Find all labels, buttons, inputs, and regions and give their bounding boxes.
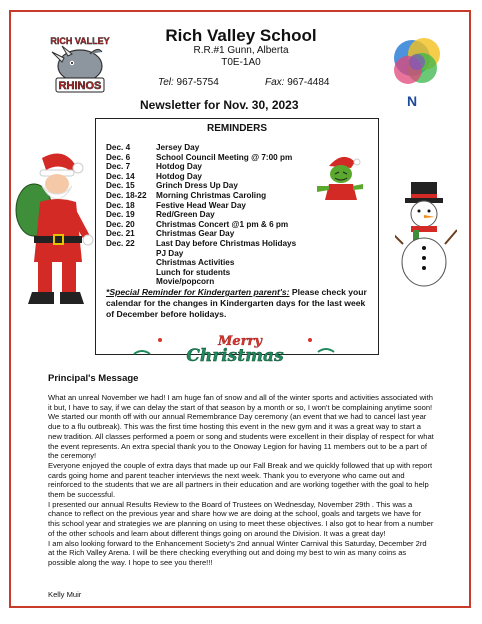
newsletter-title: Newsletter for Nov. 30, 2023 [140, 98, 299, 112]
reminder-date [106, 268, 156, 278]
division-n-logo [392, 36, 446, 112]
reminder-event: Festive Head Wear Day [156, 200, 246, 210]
reminder-date [106, 258, 156, 268]
reminder-date [106, 249, 156, 259]
tel-value: 967-5754 [176, 77, 219, 88]
reminder-item [106, 143, 296, 153]
message-paragraph: What an unreal November we had! I am huge fan of snow and all of the winter sports and activities associated with it but, I have to say, if we can delay the start of that season by a month or so, I won't be complaining anytime soon! We started our month off with our annual Remembrance Day ceremony (an event that we had to cancel last year due to a flu outbreak). This was the first time hosting this event in the new gym and it was a great way to start a new tradition. All classes performed a poem or song and students were excellent in their display of respect for what the event represents. An extra special thank you to the Onoway Legion for having 11 members out to be a part of the ceremony! [48, 393, 434, 461]
reminder-item [106, 220, 296, 230]
reminder-event: Grinch Dress Up Day [156, 181, 238, 191]
reminder-body: Please check your calendar for the changes in Kindergarten days for the last week of December before holidays. [106, 287, 367, 319]
reminder-event: Christmas Activities [156, 258, 235, 268]
principal-message [48, 393, 434, 568]
reminder-date: Dec. 7 [106, 162, 131, 172]
reminder-item [106, 201, 296, 211]
n-logo-text: N [406, 93, 418, 109]
tel-label: Tel: [158, 77, 174, 88]
reminder-item [106, 268, 296, 278]
reminder-event: Christmas Gear Day [156, 229, 235, 239]
reminder-date: Dec. 18 [106, 200, 135, 210]
reminder-date: Dec. 20 [106, 219, 135, 229]
reminders-list [106, 143, 296, 287]
reminder-item [106, 210, 296, 220]
reminder-event: PJ Day [156, 248, 184, 258]
reminder-event: Morning Christmas Caroling [156, 190, 267, 200]
reminder-date: Dec. 15 [106, 181, 135, 191]
banner-line-1: Merry [218, 334, 262, 349]
reminder-event: Red/Green Day [156, 210, 215, 220]
reminder-item [106, 191, 296, 201]
reminder-item [106, 162, 296, 172]
message-paragraph: I presented our annual Results Review to the Board of Trustees on Wednesday, November 29th . This was a chance to reflect on the previous year and share how we are doing at the school, goals and targets we have for this school year and strategies we are planning on using to meet these objectives. I also got to hear from a number of the other schools and learn about different things going on around the Division. It was a great day! [48, 499, 434, 538]
school-name: Rich Valley School [165, 26, 317, 45]
reminder-item [106, 172, 296, 182]
telephone [158, 77, 219, 88]
reminder-event: Christmas Concert @1 pm & 6 pm [156, 219, 289, 229]
reminder-date: Dec. 18-22 [106, 190, 147, 200]
reminder-date: Dec. 14 [106, 171, 135, 181]
reminder-item [106, 239, 296, 249]
reminder-lead: *Special Reminder for Kindergarten parent's: [106, 287, 290, 297]
reminder-event: Lunch for students [156, 267, 231, 277]
reminder-item [106, 229, 296, 239]
reminder-event: Jersey Day [156, 143, 200, 152]
fax-value: 967-4484 [287, 77, 330, 88]
reminder-date: Dec. 19 [106, 210, 135, 220]
reminder-event: Hotdog Day [156, 171, 202, 181]
reminders-title: REMINDERS [206, 123, 267, 134]
reminder-event: Movie/popcorn [156, 277, 215, 287]
logo-text-top: RICH VALLEY [50, 36, 110, 46]
reminder-item [106, 181, 296, 191]
fax-label: Fax: [265, 77, 285, 88]
signature: Kelly Muir [48, 590, 82, 599]
reminder-item [106, 249, 296, 259]
grinch-illustration [313, 156, 365, 204]
santa-illustration [14, 150, 98, 312]
address-line-2: T0E-1A0 [221, 57, 261, 68]
reminder-event: School Council Meeting @ 7:00 pm [156, 152, 293, 162]
reminder-item [106, 258, 296, 268]
logo-text-bottom: RHINOS [58, 80, 102, 92]
reminder-date: Dec. 4 [106, 143, 131, 152]
reminder-item [106, 153, 296, 163]
reminder-date: Dec. 6 [106, 152, 131, 162]
principal-heading: Principal's Message [48, 373, 139, 384]
reminder-date [106, 277, 156, 287]
address-line-1: R.R.#1 Gunn, Alberta [193, 45, 289, 56]
banner-line-2: Christmas [186, 346, 284, 364]
reminder-event: Last Day before Christmas Holidays [156, 238, 297, 248]
snowman-illustration [395, 168, 457, 288]
reminder-date: Dec. 22 [106, 238, 135, 248]
reminder-item [106, 277, 296, 287]
reminder-date: Dec. 21 [106, 229, 135, 239]
message-paragraph: Everyone enjoyed the couple of extra days that made up our Fall Break and we quickly followed that up with report cards going home and parent teacher interviews the next week. Thank you to everyone who came out and reinforced to the students that we are all partners in their education and are working together with the goal to help them be successful. [48, 460, 433, 500]
reminder-event: Hotdog Day [156, 162, 202, 172]
merry-christmas-banner [130, 332, 340, 364]
kindergarten-reminder [106, 287, 374, 320]
message-paragraph: I am also looking forward to the Enhancement Society's 2nd annual Winter Carnival this Saturday, December 2rd at the Rich Valley Arena. I will be there checking everything out and doing my best to win as many coins as possible along the way. I hope to see you there!!! [48, 538, 427, 567]
fax [265, 77, 330, 88]
reminders-box [95, 118, 379, 355]
